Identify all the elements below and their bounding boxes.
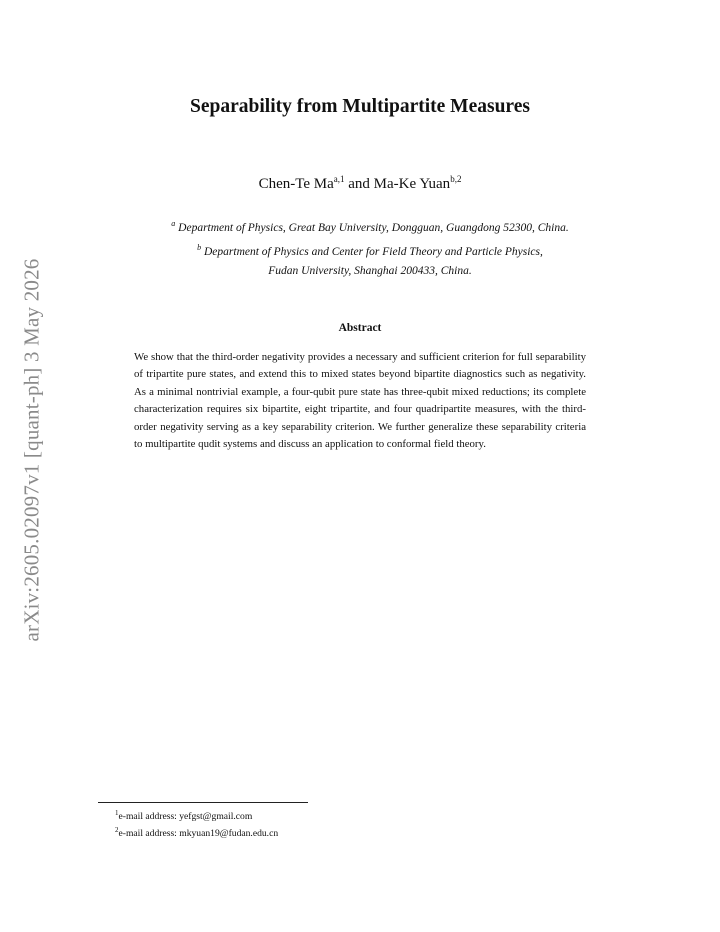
footnote [115, 824, 278, 841]
footnote [115, 807, 278, 824]
footnote-text: e-mail address: mkyuan19@fudan.edu.cn [118, 827, 279, 839]
abstract-body: We show that the third-order negativity provides a necessary and sufficient criterion for full separability of tripartite pure states, and extend this to mixed states beyond bipartite diagnostics such as negativity. As a minimal nontrivial example, a four-qubit pure state has three-qubit mixed reductions; its complete characterization requires six bipartite, eight tripartite, and four quadripartite measures, with the third-order negativity serving as a key separability criterion. We further generalize these separability criteria to multipartite qudit systems and discuss an application to conformal field theory. [134, 351, 586, 451]
footnote-text: e-mail address: yefgst@gmail.com [118, 811, 253, 823]
author-affiliation-mark: a,1 [333, 174, 345, 184]
affiliation-mark: a [171, 219, 176, 228]
author-joiner: and [348, 176, 370, 192]
author-name: Chen-Te Ma [258, 176, 334, 192]
affiliation-line [80, 238, 660, 262]
author-affiliation-mark: b,2 [450, 174, 462, 184]
affiliation-line [80, 262, 660, 281]
footnotes [115, 807, 278, 840]
arxiv-identifier: arXiv:2605.02097v1 [quant-ph] 3 May 2026 [19, 258, 44, 642]
affiliation-text: Fudan University, Shanghai 200433, China. [268, 264, 472, 277]
affiliation-text: Department of Physics and Center for Field Theory and Particle Physics, [204, 245, 543, 258]
footnote-rule [98, 802, 308, 803]
affiliation-mark: b [197, 242, 202, 252]
abstract-heading: Abstract [338, 322, 382, 334]
paper-title: Separability from Multipartite Measures [190, 96, 530, 117]
author-name: Ma-Ke Yuan [373, 176, 451, 192]
footnote-mark: 1 [115, 809, 119, 817]
affiliation-text: Department of Physics, Great Bay University, Dongguan, Guangdong 52300, China. [178, 221, 569, 234]
footnote-mark: 2 [115, 825, 119, 834]
arxiv-side-stamp [12, 248, 52, 652]
author-line [0, 174, 720, 193]
affiliation-line [80, 214, 660, 238]
affiliations [80, 214, 660, 281]
